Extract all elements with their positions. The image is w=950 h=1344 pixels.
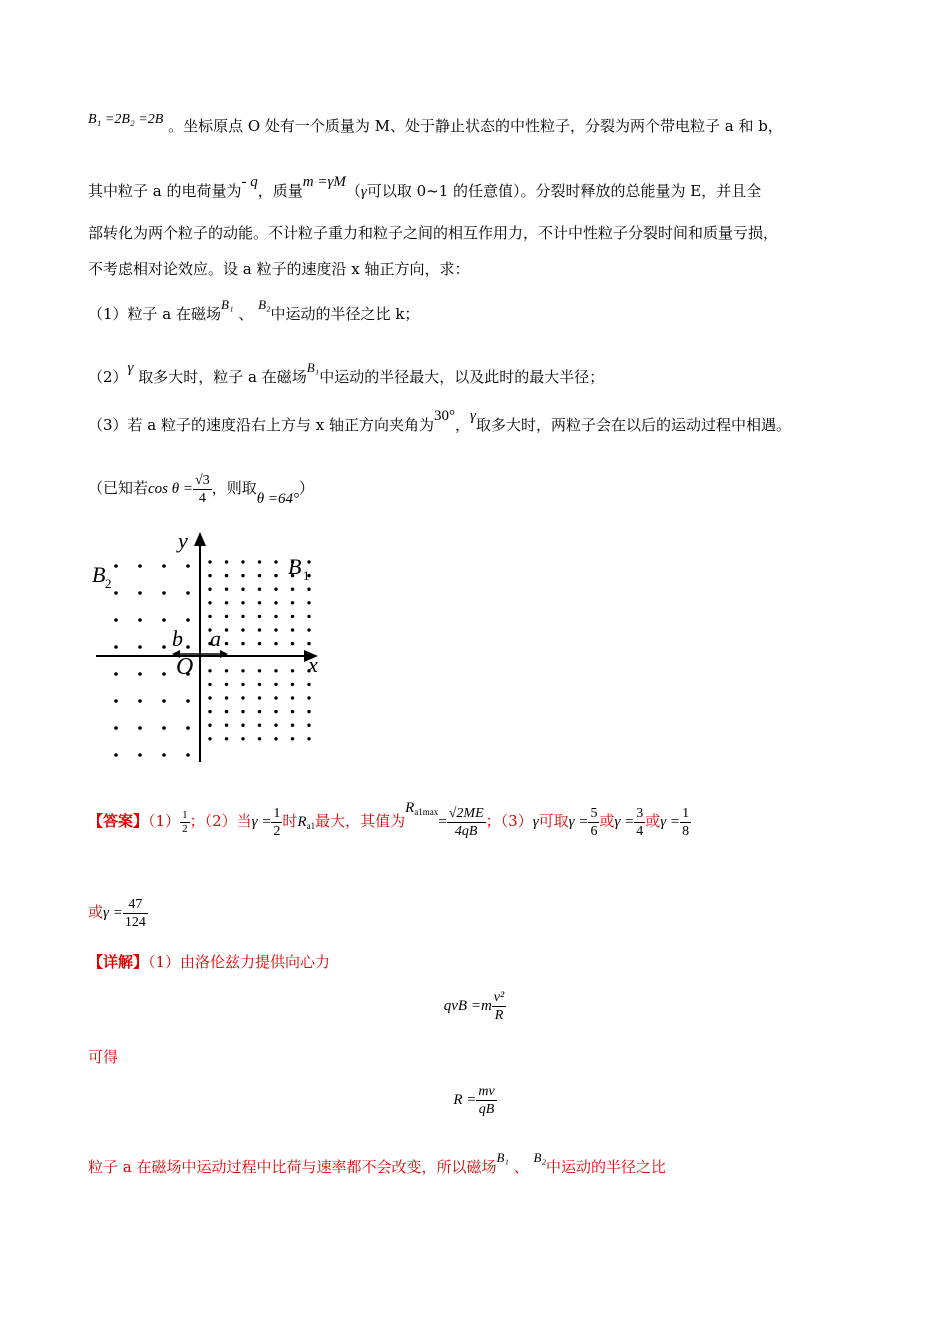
gamma-symbol: γ	[470, 408, 476, 424]
field-dot	[258, 560, 261, 563]
y-axis-arrow	[194, 532, 206, 546]
field-dot	[274, 588, 277, 591]
field-dot	[225, 710, 228, 713]
field-dot	[138, 699, 142, 703]
answer-frac-5	[634, 805, 645, 840]
intro-text-2c: （	[345, 182, 361, 200]
field-dot	[138, 564, 142, 568]
eq1-num: v²	[493, 990, 505, 1006]
field-dot	[138, 618, 142, 622]
field-dot	[138, 672, 142, 676]
question-2	[88, 360, 890, 389]
field-dot	[258, 628, 261, 631]
field-dot	[307, 696, 310, 699]
label-b1-sub: 1	[303, 568, 310, 583]
gamma-symbol: γ	[532, 814, 539, 830]
equals-sign: =	[438, 814, 447, 830]
answer-part-2: ；（2）当	[189, 812, 252, 830]
field-dot	[186, 618, 190, 622]
field-dot	[258, 683, 261, 686]
field-dot	[114, 591, 118, 595]
detail-line-1	[88, 951, 890, 973]
field-dot	[291, 737, 294, 740]
field-dot	[208, 724, 211, 727]
detail-text-3a: 粒子 a 在磁场中运动过程中比荷与速率都不会改变，所以磁场	[88, 1158, 497, 1176]
field-dot	[291, 615, 294, 618]
field-dot	[258, 615, 261, 618]
b1-symbol: B₁	[221, 297, 234, 312]
field-dot	[225, 601, 228, 604]
field-dot	[186, 753, 190, 757]
field-dot	[186, 699, 190, 703]
field-dots-b1	[208, 560, 310, 740]
f1-den: 2	[182, 822, 188, 835]
intro-text-2d: 可以取 0~1 的任意值）。分裂时释放的总能量为 E，并且全	[366, 182, 762, 200]
f2-den: 2	[273, 823, 281, 839]
field-dot	[258, 588, 261, 591]
field-dot	[225, 628, 228, 631]
eq2-num: mv	[478, 1084, 495, 1100]
label-origin: O	[176, 654, 194, 680]
eq1-den: R	[494, 1008, 504, 1024]
b2-symbol: B₂	[258, 297, 271, 312]
field-dot	[208, 683, 211, 686]
field-dot	[241, 737, 244, 740]
field-dot	[208, 737, 211, 740]
field-dot	[291, 669, 294, 672]
field-dot	[186, 726, 190, 730]
field-dot	[307, 628, 310, 631]
field-dot	[274, 683, 277, 686]
gamma-eq-6: γ =	[103, 905, 123, 921]
field-dot	[241, 696, 244, 699]
field-dot	[291, 601, 294, 604]
hint-line	[88, 468, 890, 509]
field-dot	[225, 737, 228, 740]
field-dot	[114, 645, 118, 649]
answer-part-4: 最大，其值为	[315, 812, 406, 830]
field-dot	[186, 591, 190, 595]
eq2-den: qB	[478, 1102, 495, 1118]
label-a: a	[210, 626, 221, 651]
r1-symbol: R	[297, 814, 307, 830]
r2-sub: a1max	[414, 807, 439, 817]
hint-text-a: （已知若	[88, 479, 149, 497]
detail-tag: 【详解】	[88, 953, 149, 971]
field-dot	[291, 724, 294, 727]
field-dot	[162, 699, 166, 703]
r-a1	[297, 814, 315, 830]
field-dot	[258, 696, 261, 699]
f3-num: √2ME	[448, 805, 484, 821]
field-dot	[274, 615, 277, 618]
question-1	[88, 297, 890, 326]
field-dot	[225, 683, 228, 686]
q2-text-c: 中运动的半径最大，以及此时的最大半径；	[319, 368, 605, 386]
field-dot	[114, 726, 118, 730]
gamma-symbol: γ	[360, 184, 367, 200]
f7-num: 47	[123, 896, 148, 914]
field-dot	[258, 724, 261, 727]
intro-line-2	[88, 174, 890, 203]
detail-text-1: （1）由洛伦兹力提供向心力	[148, 953, 331, 971]
answer-frac-1	[180, 809, 190, 836]
hint-theta: θ =64°	[256, 491, 299, 507]
gamma-eq-3: γ =	[568, 814, 589, 830]
intro-text-2b: ，质量	[257, 182, 303, 200]
answer-part-1: （1）	[148, 812, 181, 830]
field-dot	[307, 724, 310, 727]
field-dot	[208, 710, 211, 713]
field-dot	[274, 642, 277, 645]
answer-part-5: ；（3）	[485, 812, 533, 830]
field-dot	[307, 710, 310, 713]
field-dot	[114, 564, 118, 568]
field-dot	[307, 588, 310, 591]
field-dot	[208, 588, 211, 591]
field-dot	[241, 683, 244, 686]
answer-tag: 【答案】	[88, 812, 149, 830]
charge-value: - q	[241, 174, 258, 190]
field-dot	[307, 560, 310, 563]
hint-cos: cos θ =	[148, 481, 194, 497]
answer-line-2	[88, 890, 890, 935]
field-dot	[291, 683, 294, 686]
label-b1: B	[288, 554, 302, 579]
intro-text-1: 。坐标原点 O 处有一个质量为 M、处于静止状态的中性粒子，分裂为两个带电粒子 a 和 b，	[168, 117, 783, 135]
field-dot	[258, 642, 261, 645]
field-dot	[208, 601, 211, 604]
field-dot	[138, 645, 142, 649]
hint-text-b: ，则取	[211, 479, 257, 497]
field-dot	[274, 737, 277, 740]
answer-frac-3	[447, 805, 486, 840]
field-dot	[208, 560, 211, 563]
label-b: b	[172, 626, 183, 651]
field-dot	[258, 710, 261, 713]
gamma-symbol: γ	[127, 360, 134, 376]
field-dot	[307, 601, 310, 604]
q3-text-c: 取多大时，两粒子会在以后的运动过程中相遇。	[475, 416, 791, 434]
detail-line-3	[88, 1150, 890, 1179]
field-dot	[208, 669, 211, 672]
field-dot	[241, 588, 244, 591]
field-dot	[291, 710, 294, 713]
label-b2: B	[92, 562, 106, 587]
equation-lorentz	[0, 986, 950, 1026]
field-dot	[138, 726, 142, 730]
gamma-eq-4: γ =	[614, 814, 635, 830]
q2-text-b: 取多大时，粒子 a 在磁场	[138, 368, 307, 386]
label-y: y	[178, 528, 188, 553]
q3-text-b: ，	[455, 416, 471, 434]
field-dot	[241, 560, 244, 563]
intro-text-2a: 其中粒子 a 的电荷量为	[88, 182, 242, 200]
hint-den: 4	[198, 490, 206, 506]
eq1-fraction	[492, 989, 506, 1024]
b1-symbol: B₁	[306, 360, 320, 375]
answer-frac-2	[271, 805, 282, 840]
f1-num: 1	[182, 808, 188, 821]
q3-text-a: （3）若 a 粒子的速度沿右上方与 x 轴正方向夹角为	[88, 416, 435, 434]
field-dot	[162, 753, 166, 757]
hint-text-c: ）	[298, 479, 314, 497]
answer-part-3: 时	[282, 812, 298, 830]
field-dot	[138, 591, 142, 595]
field-dot	[274, 560, 277, 563]
gamma-eq-1: γ =	[251, 814, 272, 830]
answer-part-6: 可取	[538, 812, 569, 830]
field-dot	[225, 588, 228, 591]
q1-sep: 、	[238, 305, 254, 323]
eq2-left: R =	[453, 1092, 477, 1108]
f7-den: 124	[124, 914, 146, 930]
r-a1max	[405, 800, 438, 816]
field-dot	[225, 642, 228, 645]
field-dot	[225, 724, 228, 727]
intro-line-1	[88, 112, 890, 139]
field-dot	[307, 615, 310, 618]
angle-30: 30°	[434, 408, 456, 424]
mass-expression: m =γM	[302, 174, 346, 190]
r1-sub: a1	[306, 821, 316, 831]
hint-num: √3	[195, 472, 210, 488]
field-dot	[162, 618, 166, 622]
field-dot	[162, 726, 166, 730]
magnetic-field-diagram	[88, 528, 328, 768]
field-dot	[291, 588, 294, 591]
gamma-eq-5: γ =	[660, 814, 681, 830]
b1-b2-relation: B₁ =2B₂ =2B	[88, 112, 164, 127]
or-1: 或	[599, 812, 615, 830]
field-dot	[186, 564, 190, 568]
field-dot	[162, 672, 166, 676]
field-dot	[114, 672, 118, 676]
answer-line-1	[88, 790, 890, 857]
field-dot	[114, 753, 118, 757]
field-dot	[225, 615, 228, 618]
answer-frac-6	[680, 805, 691, 840]
field-dot	[208, 615, 211, 618]
field-dot	[274, 628, 277, 631]
or-2: 或	[645, 812, 661, 830]
field-dot	[225, 696, 228, 699]
field-dot	[258, 737, 261, 740]
hint-fraction	[193, 472, 212, 507]
field-dot	[241, 628, 244, 631]
field-dot	[162, 645, 166, 649]
f4-den: 6	[590, 823, 598, 839]
field-dot	[258, 574, 261, 577]
equation-radius	[0, 1080, 950, 1120]
field-dot	[208, 574, 211, 577]
field-dot	[208, 696, 211, 699]
answer-frac-7	[123, 896, 148, 931]
field-dot	[307, 642, 310, 645]
field-dot	[258, 669, 261, 672]
label-x: x	[308, 652, 318, 677]
field-dot	[291, 642, 294, 645]
field-dot	[274, 724, 277, 727]
field-dot	[241, 615, 244, 618]
field-dot	[162, 591, 166, 595]
field-dot	[241, 669, 244, 672]
field-dot	[307, 683, 310, 686]
or-3: 或	[88, 903, 104, 921]
field-dot	[241, 601, 244, 604]
field-dot	[241, 724, 244, 727]
field-dot	[241, 710, 244, 713]
q2-text-a: （2）	[88, 368, 128, 386]
field-dot	[241, 574, 244, 577]
field-dot	[274, 601, 277, 604]
q1-text-b: 中运动的半径之比 k；	[270, 305, 420, 323]
f3-den: 4qB	[454, 823, 478, 839]
field-dot	[162, 564, 166, 568]
field-dot	[186, 645, 190, 649]
field-dot	[274, 710, 277, 713]
question-3	[88, 408, 890, 437]
eq2-fraction	[476, 1083, 496, 1118]
b1-symbol: B₁	[496, 1150, 509, 1165]
field-dot	[114, 699, 118, 703]
field-dot	[225, 574, 228, 577]
f5-num: 3	[636, 805, 644, 821]
answer-frac-4	[588, 805, 599, 840]
field-dot	[138, 753, 142, 757]
intro-line-4: 不考虑相对论效应。设 a 粒子的速度沿 x 轴正方向，求：	[88, 260, 470, 278]
f4-num: 5	[590, 805, 598, 821]
q1-text-a: （1）粒子 a 在磁场	[88, 305, 222, 323]
field-dot	[291, 696, 294, 699]
field-dot	[225, 669, 228, 672]
field-dot	[241, 642, 244, 645]
eq1-left: qvB =m	[443, 998, 492, 1014]
r2-symbol: R	[405, 800, 415, 816]
detail-text-3b: 中运动的半径之比	[546, 1158, 667, 1176]
field-dot	[225, 560, 228, 563]
field-dot	[274, 696, 277, 699]
b2-symbol: B₂	[533, 1150, 546, 1165]
label-b2-sub: 2	[105, 576, 112, 591]
intro-line-3: 部转化为两个粒子的动能。不计粒子重力和粒子之间的相互作用力，不计中性粒子分裂时间和质量亏损，	[88, 224, 779, 242]
detail-sep: 、	[513, 1158, 529, 1176]
field-dot	[274, 574, 277, 577]
field-dot	[307, 737, 310, 740]
f6-den: 8	[682, 823, 690, 839]
f2-num: 1	[273, 805, 281, 821]
field-dot	[274, 669, 277, 672]
f5-den: 4	[636, 823, 644, 839]
field-dot	[258, 601, 261, 604]
detail-line-2: 可得	[88, 1048, 119, 1066]
f6-num: 1	[682, 805, 690, 821]
field-dot	[291, 628, 294, 631]
field-dot	[114, 618, 118, 622]
